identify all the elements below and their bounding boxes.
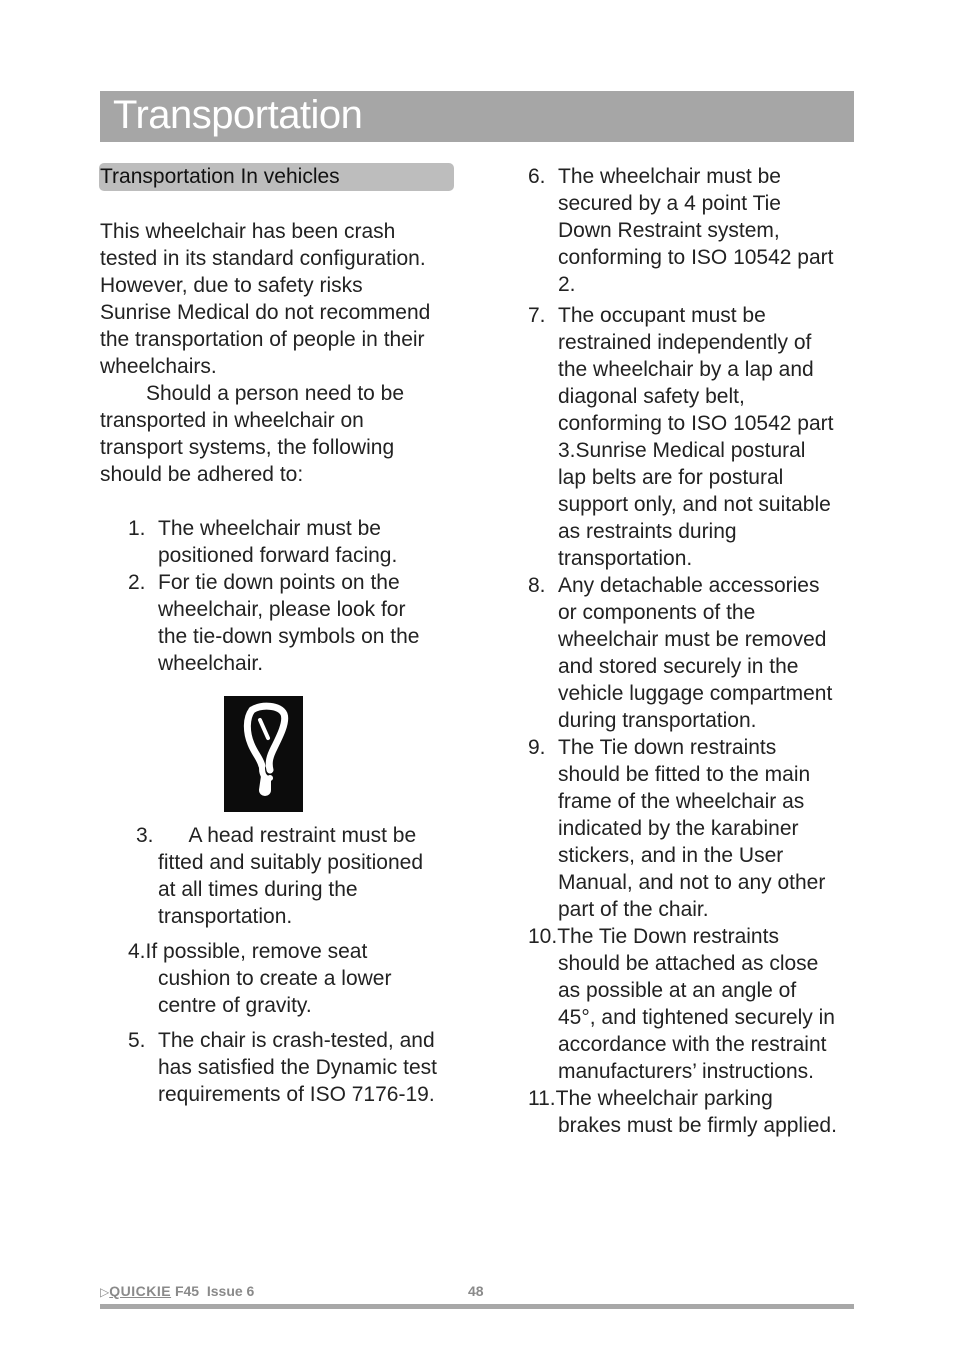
- footer-rule: [100, 1304, 854, 1309]
- list-item-4: 4.If possible, remove seat: [128, 940, 368, 963]
- section-heading-bar: [99, 163, 454, 191]
- section-heading: Transportation In vehicles: [100, 165, 340, 188]
- intro-paragraph-2: Should a person need to be transported in wheelchair on transport systems, the following should be adhered to:: [100, 382, 405, 486]
- karabiner-symbol: [224, 696, 303, 812]
- list-item-10: 10.The Tie Down restraints: [528, 925, 779, 948]
- intro-paragraph-1: This wheelchair has been crash tested in its standard configuration. However, due to safety risks Sunrise Medical do not recommend the transportation of people in their wheelchairs.: [100, 220, 431, 378]
- list-item-3-cont: fitted and suitably positioned at all times during the transportation.: [158, 851, 424, 928]
- list-item-11-cont: brakes must be firmly applied.: [558, 1114, 837, 1137]
- list-item-4-cont: cushion to create a lower centre of gravity.: [158, 967, 392, 1017]
- page-number: 48: [468, 1283, 484, 1299]
- footer-brand: [100, 1283, 254, 1299]
- page-title: Transportation: [113, 93, 363, 137]
- arrow-icon: ▷: [100, 1285, 110, 1299]
- list-item-7: 7. The occupant must be restrained independently of the wheelchair by a lap and diagonal safety belt, conforming to ISO 10542 part 3.Sunrise Medical postural lap belts are for postural support only, and not suitable as restraints during transportation.: [528, 304, 834, 570]
- footer: [100, 1283, 854, 1303]
- left-column: [100, 218, 460, 1108]
- title-bar: [100, 91, 854, 142]
- list-item-10-cont: should be attached as close as possible at an angle of 45°, and tightened securely in accordance with the restraint manufacturers’ instructions.: [558, 952, 835, 1083]
- list-item-6: 6. The wheelchair must be secured by a 4 point Tie Down Restraint system, conforming to ISO 10542 part 2.: [528, 165, 834, 296]
- list-item-5: 5. The chair is crash-tested, and has satisfied the Dynamic test requirements of ISO 7176-19.: [128, 1029, 437, 1106]
- list-item-8: 8. Any detachable accessories or components of the wheelchair must be removed and stored securely in the vehicle luggage compartment during transportation.: [528, 574, 833, 732]
- brand-logo: QUICKIE: [109, 1283, 172, 1299]
- list-item-2: 2. For tie down points on the wheelchair, please look for the tie-down symbols on the wheelchair.: [128, 571, 420, 675]
- right-column: [528, 163, 868, 1139]
- karabiner-icon: [224, 696, 303, 812]
- model-issue: F45 Issue 6: [171, 1283, 255, 1299]
- list-item-11: 11.The wheelchair parking: [528, 1087, 773, 1110]
- list-item-9: 9. The Tie down restraints should be fitted to the main frame of the wheelchair as indicated by the karabiner stickers, and in the User Manual, and not to any other part of the chair.: [528, 736, 826, 921]
- list-item-3: 3. A head restraint must be: [136, 824, 417, 847]
- list-item-1: 1. The wheelchair must be positioned forward facing.: [128, 517, 398, 567]
